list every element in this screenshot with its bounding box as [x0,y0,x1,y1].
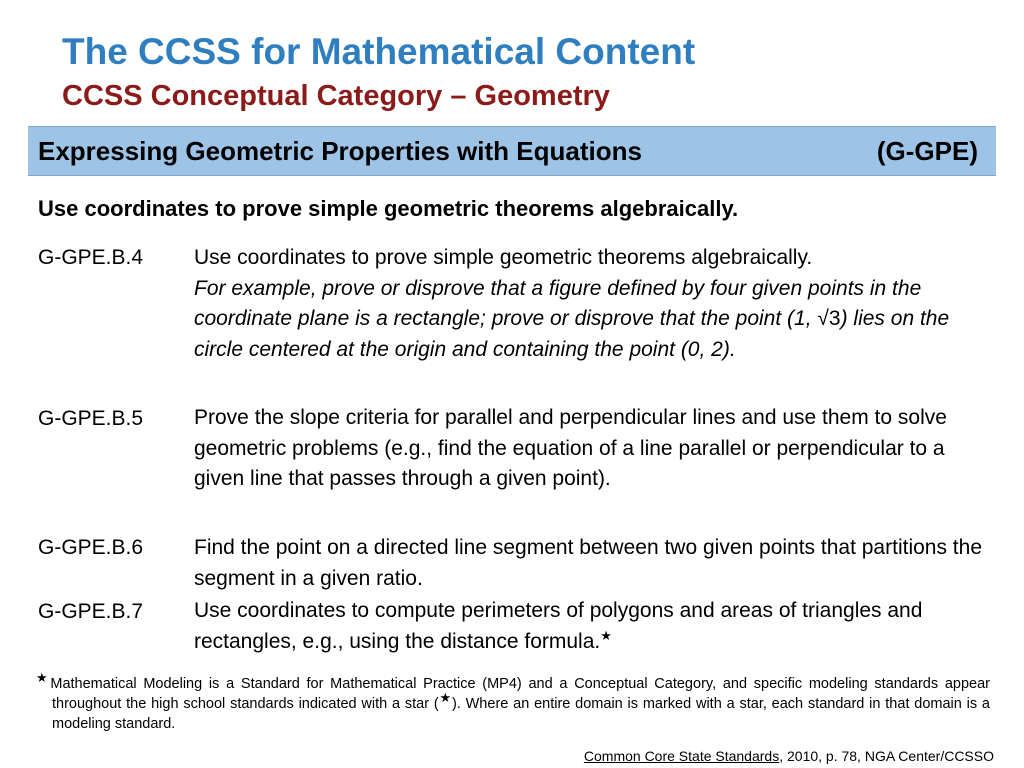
cluster-heading: Use coordinates to prove simple geometric theorems algebraically. [38,196,739,221]
footnote-text-end: ). Where an entire domain is marked with a star, each standard in that domain is a modeling standard. [52,696,991,732]
domain-banner [28,126,996,176]
citation-link[interactable]: Common Core State Standards [583,748,780,764]
domain-code: (G-GPE) [876,136,978,166]
standard-text: Find the point on a directed line segment between two given points that partitions the segment in a given ratio. [194,536,982,590]
standard-text: Prove the slope criteria for parallel and perpendicular lines and use them to solve geometric problems (e.g., find the equation of a line parallel or perpendicular to a given line that passes through a given point). [194,406,947,490]
standard-example-end: ) lies on the circle centered at the origin and containing the point (0, 2). [194,307,950,361]
standard-statement: Use coordinates to prove simple geometric theorems algebraically. [194,246,813,269]
standard-statement: Use coordinates to compute perimeters of polygons and areas of triangles and rectangles, e.g., using the distance formula. [194,599,923,653]
standard-example: For example, prove or disprove that a figure defined by four given points in the coordinate plane is a rectangle; prove or disprove that the point (1, √ [194,276,922,330]
modeling-footnote [36,670,991,734]
standard-code: G-GPE.B.6 [38,536,144,559]
star-icon: ★ [438,690,452,706]
domain-name: Expressing Geometric Properties with Equations [38,136,642,166]
page-subtitle: CCSS Conceptual Category – Geometry [62,80,610,112]
standard-code: G-GPE.B.4 [38,246,144,269]
standard-text [194,596,994,657]
star-icon: ★ [36,670,51,686]
standard-code: G-GPE.B.5 [38,407,144,430]
page-title: The CCSS for Mathematical Content [62,31,696,72]
citation-details: , 2010, p. 78, NGA Center/CCSSO [779,748,994,764]
star-icon: ★ [600,627,612,643]
standard-text [194,243,994,365]
standard-code: G-GPE.B.7 [38,600,144,623]
footnote-text: Mathematical Modeling is a Standard for Mathematical Practice (MP4) and a Conceptual Category, and specific modeling standards appear throughout the high school standards indicated with a star ( [50,676,991,712]
source-citation [584,748,994,764]
standard-example-radicand: 3 [828,307,841,330]
